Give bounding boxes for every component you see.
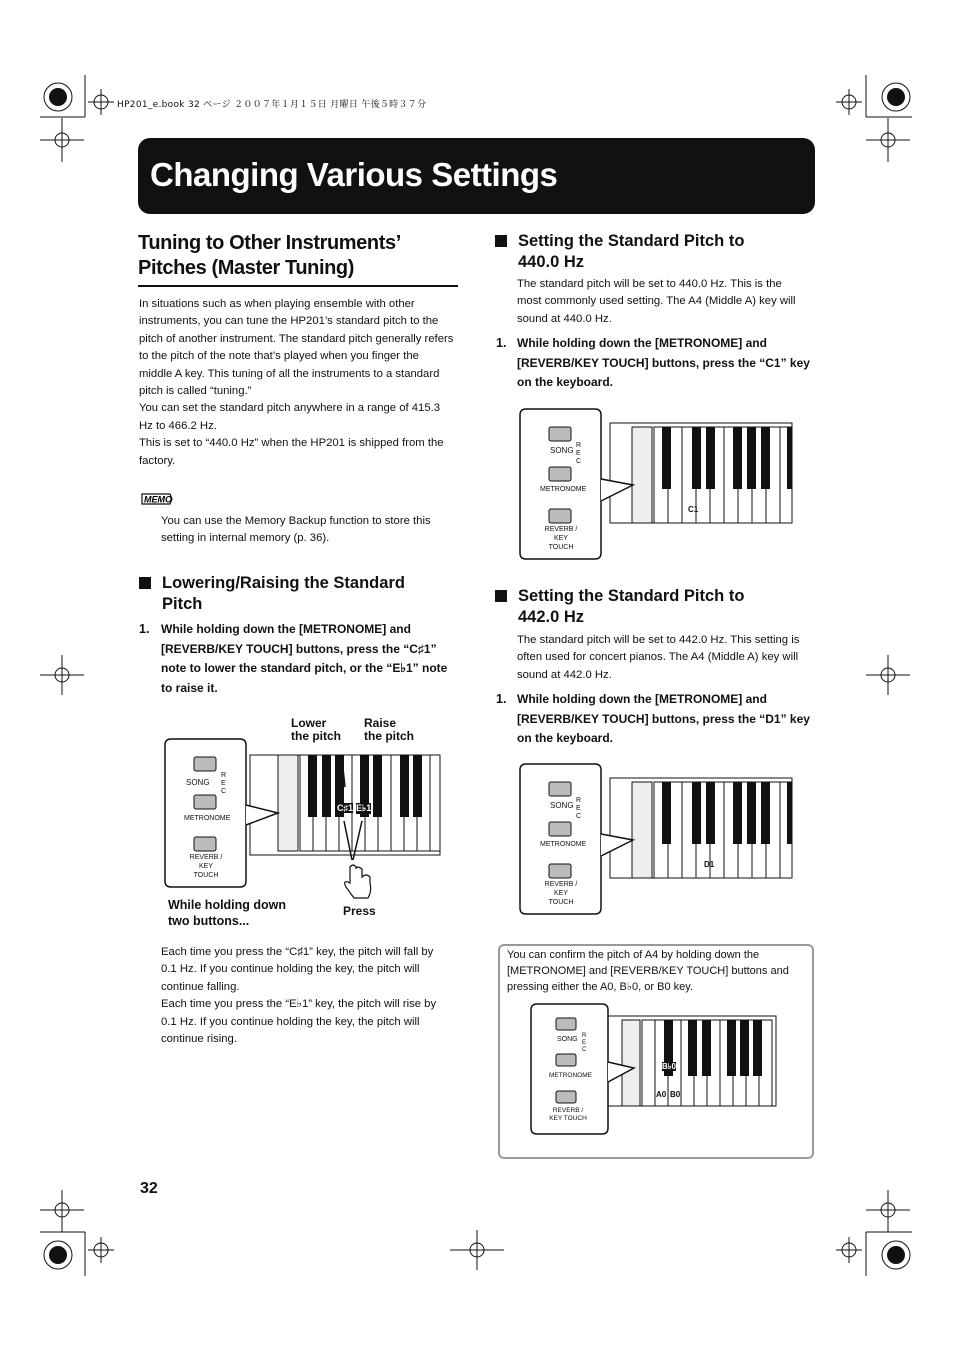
intro-line: to the pitch of the note that’s played when you finger the [139, 350, 419, 363]
p440-heading [495, 231, 815, 275]
reverb-line: REVERB / [552, 1107, 584, 1114]
key-label-c-sharp-1: C♯1 [337, 803, 354, 813]
panel-song-label: SONG [550, 801, 574, 810]
p442-body [517, 632, 817, 684]
bullet-square [139, 577, 151, 589]
intro-line: instruments, you can tune the HP201’s standard pitch to the [139, 315, 439, 328]
panel-metronome-label: METRONOME [540, 841, 587, 848]
step-line: [REVERB/KEY TOUCH] buttons, press the “C1” key [517, 355, 810, 370]
reverb-line: KEY TOUCH [548, 890, 574, 906]
intro-line: pitch of another instrument. The standard pitch generally refers [139, 332, 454, 345]
step-number: 1. [139, 622, 150, 636]
lower-label-line: Lower [291, 716, 327, 730]
panel-reverb-label [549, 1107, 587, 1123]
panel-song-label: SONG [550, 446, 574, 455]
step-line: note to lower the standard pitch, or the “E♭1” note [161, 661, 448, 676]
key-label-b0: B0 [670, 1090, 681, 1099]
heading-rule [138, 285, 458, 287]
panel-reverb-label [186, 853, 226, 880]
step-line: to raise it. [161, 681, 218, 696]
panel-reverb-label [541, 880, 581, 907]
note-line: You can confirm the pitch of A4 by holding down the [507, 949, 760, 961]
hand-icon [345, 865, 371, 898]
after-line: Each time you press the “E♭1” key, the pitch will rise by [161, 998, 437, 1011]
section-heading-line: Pitches (Master Tuning) [138, 257, 355, 279]
p440-body-line: sound at 440.0 Hz. [517, 312, 612, 325]
panel-song-label: SONG [557, 1036, 578, 1043]
panel-rec-label: R E C [582, 1033, 587, 1053]
raise-label-line: the pitch [364, 729, 414, 743]
panel-song-label: SONG [186, 778, 210, 787]
hold-label-line: two buttons... [168, 914, 250, 928]
step-line: [REVERB/KEY TOUCH] buttons, press the “D1” key [517, 711, 810, 726]
memo-label: MEMO [144, 494, 172, 505]
p440-body-line: The standard pitch will be set to 440.0 Hz. This is the [517, 278, 782, 290]
step-line: [REVERB/KEY TOUCH] buttons, press the “C♯1” [161, 641, 437, 656]
step-line: on the keyboard. [517, 375, 614, 390]
note-line: pressing either the A0, B♭0, or B0 key. [507, 981, 693, 993]
memo-icon [140, 491, 174, 507]
step-number: 1. [496, 692, 507, 706]
memo-line: setting in internal memory (p. 36). [161, 532, 330, 545]
p442-heading-line: 442.0 Hz [518, 608, 585, 626]
lowering-heading [139, 573, 469, 617]
after-line: 0.1 Hz. If you continue holding the key, the pitch will [161, 1015, 420, 1028]
key-label-e-flat-1: E♭1 [356, 803, 372, 813]
reverb-line: REVERB / [189, 854, 223, 861]
page-title: Changing Various Settings [150, 156, 558, 193]
reverb-line: REVERB / [544, 526, 578, 533]
after-line: 0.1 Hz. If you continue holding the key, the pitch will [161, 963, 420, 976]
lowering-step [161, 620, 461, 699]
after-line: continue rising. [161, 1033, 237, 1046]
step-line: While holding down the [METRONOME] and [161, 622, 411, 636]
p442-body-line: sound at 442.0 Hz. [517, 668, 612, 681]
section-heading-line: Tuning to Other Instruments’ [138, 232, 401, 254]
step-line: While holding down the [METRONOME] and [517, 336, 767, 350]
panel-metronome-label: METRONOME [549, 1072, 592, 1079]
bullet-square [495, 235, 507, 247]
key-label-d1: D1 [704, 860, 715, 869]
section-heading [138, 231, 458, 281]
panel-metronome-label: METRONOME [184, 815, 231, 822]
intro-line: factory. [139, 454, 176, 467]
key-label-c1: C1 [688, 505, 699, 514]
p440-body-line: most commonly used setting. The A4 (Middle A) key will [517, 295, 796, 308]
step-number: 1. [496, 336, 507, 350]
p440-body [517, 276, 817, 328]
p440-heading-line: Setting the Standard Pitch to [518, 232, 745, 250]
key-label-a0: A0 [656, 1090, 667, 1099]
p442-body-line: often used for concert pianos. The A4 (Middle A) key will [517, 651, 799, 664]
step-line: While holding down the [METRONOME] and [517, 692, 767, 706]
intro-line: Hz to 466.2 Hz. [139, 419, 217, 432]
memo-line: You can use the Memory Backup function to store this [161, 515, 431, 527]
page-number: 32 [140, 1180, 158, 1197]
panel-metronome-label: METRONOME [540, 486, 587, 493]
key-label-b-flat-0: B♭0 [662, 1062, 676, 1071]
note-line: [METRONOME] and [REVERB/KEY TOUCH] buttons and [507, 965, 789, 977]
step-line: on the keyboard. [517, 731, 614, 746]
note-text [507, 947, 807, 995]
p442-heading-line: Setting the Standard Pitch to [518, 587, 745, 605]
p442-step [517, 690, 817, 749]
lower-label-line: the pitch [291, 729, 341, 743]
intro-line: pitch is called “tuning.” [139, 385, 252, 398]
lowering-heading-line: Pitch [162, 595, 203, 613]
after-line: Each time you press the “C♯1” key, the pitch will fall by [161, 946, 434, 958]
panel-rec-label: R E C [576, 442, 582, 465]
intro-line: This is set to “440.0 Hz” when the HP201 is shipped from the [139, 437, 444, 450]
after-line: continue falling. [161, 980, 240, 993]
p442-heading [495, 586, 815, 630]
panel-rec-label: R E C [221, 772, 227, 795]
print-info-line: HP201_e.book 32 ページ ２００７年１月１５日 月曜日 午後５時３７分 [117, 100, 427, 110]
reverb-line: KEY TOUCH [549, 1115, 587, 1122]
intro-line: In situations such as when playing ensemble with other [139, 298, 415, 310]
press-label: Press [343, 904, 376, 918]
intro-line: middle A key. This tuning of all the instruments to a standard [139, 367, 440, 380]
bullet-square [495, 590, 507, 602]
memo-text [161, 513, 461, 548]
reverb-line: KEY TOUCH [548, 535, 574, 551]
raise-label-line: Raise [364, 716, 397, 730]
c-sharp-1-key [322, 755, 331, 817]
panel-reverb-label [541, 525, 581, 552]
reverb-line: REVERB / [544, 881, 578, 888]
p442-body-line: The standard pitch will be set to 442.0 Hz. This setting is [517, 634, 800, 646]
p440-step [517, 334, 817, 393]
lowering-heading-line: Lowering/Raising the Standard [162, 574, 405, 592]
intro-line: You can set the standard pitch anywhere in a range of 415.3 [139, 402, 441, 415]
hold-label [168, 897, 286, 929]
lowering-after-text [161, 944, 471, 1048]
hold-label-line: While holding down [168, 898, 287, 912]
intro-text [139, 296, 469, 470]
p440-heading-line: 440.0 Hz [518, 253, 585, 271]
reverb-line: KEY TOUCH [193, 863, 219, 879]
panel-rec-label: R E C [576, 797, 582, 820]
